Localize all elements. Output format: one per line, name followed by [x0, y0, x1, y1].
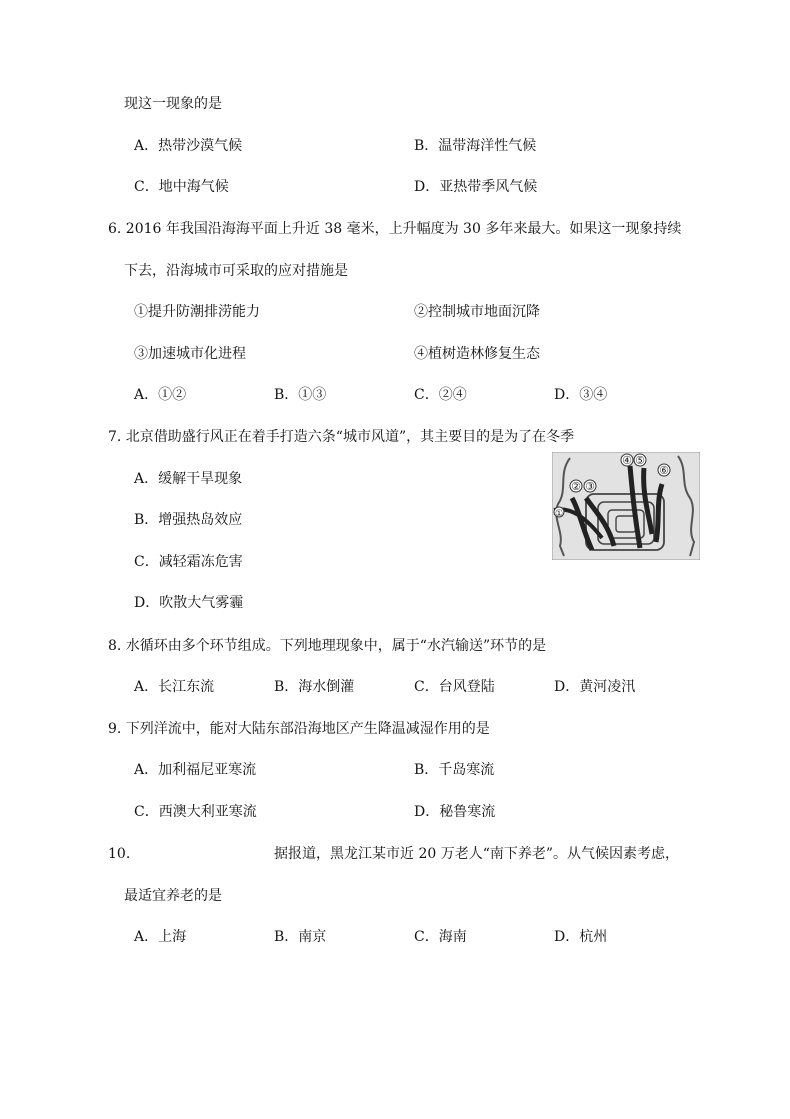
q7-option-c[interactable]: C．减轻霜冻危害	[134, 554, 243, 570]
q6-option-b[interactable]: B．①③	[274, 387, 327, 403]
q6-option-d[interactable]: D．③④	[554, 387, 608, 403]
q9-option-b[interactable]: B．千岛寒流	[414, 762, 495, 778]
q5-option-d[interactable]: D．亚热带季风气候	[414, 179, 538, 195]
q7-option-b[interactable]: B．增强热岛效应	[134, 512, 243, 528]
q10-number: 10.	[108, 846, 131, 862]
q5-stem-cont: 现这一现象的是	[124, 96, 222, 112]
q7-stem: 7. 北京借助盛行风正在着手打造六条“城市风道”，其主要目的是为了在冬季	[108, 429, 575, 445]
q5-option-b[interactable]: B．温带海洋性气候	[414, 138, 537, 154]
q10-option-a[interactable]: A．上海	[134, 929, 187, 945]
q6-item-2: ②控制城市地面沉降	[414, 304, 540, 320]
q8-stem: 8. 水循环由多个环节组成。下列地理现象中，属于“水汽输送”环节的是	[108, 638, 547, 654]
q7-option-d[interactable]: D．吹散大气雾霾	[134, 595, 244, 611]
corridor-label-5-text: ⑤	[635, 454, 645, 467]
corridor-label-4-text: ④	[622, 454, 632, 467]
corridor-label-2-text: ②	[571, 480, 581, 493]
q6-item-4: ④植树造林修复生态	[414, 346, 540, 362]
corridor-label-3-text: ③	[585, 480, 595, 493]
q6-option-a[interactable]: A．①②	[134, 387, 187, 403]
q10-option-c[interactable]: C．海南	[414, 929, 467, 945]
q8-option-b[interactable]: B．海水倒灌	[274, 679, 355, 695]
corridor-label-6-text: ⑥	[659, 464, 669, 477]
q6-item-3: ③加速城市化进程	[134, 346, 246, 362]
q9-option-c[interactable]: C．西澳大利亚寒流	[134, 804, 257, 820]
corridor-label-1-text: ①	[554, 509, 564, 519]
q8-option-a[interactable]: A．长江东流	[134, 679, 215, 695]
q8-option-d[interactable]: D．黄河凌汛	[554, 679, 636, 695]
q6-item-1: ①提升防潮排涝能力	[134, 304, 260, 320]
q9-option-d[interactable]: D．秘鲁寒流	[414, 804, 496, 820]
q10-stem-line1: 据报道，黑龙江某市近 20 万老人“南下养老”。从气候因素考虑，	[274, 846, 680, 862]
city-wind-corridor-map	[552, 452, 700, 560]
q10-option-b[interactable]: B．南京	[274, 929, 327, 945]
q8-option-c[interactable]: C．台风登陆	[414, 679, 495, 695]
q6-stem-line1: 6. 2016 年我国沿海海平面上升近 38 毫米，上升幅度为 30 多年来最大。如果这一现象持续	[108, 221, 682, 237]
q6-option-c[interactable]: C．②④	[414, 387, 467, 403]
q9-option-a[interactable]: A．加利福尼亚寒流	[134, 762, 257, 778]
q5-option-a[interactable]: A．热带沙漠气候	[134, 138, 243, 154]
q9-stem: 9. 下列洋流中，能对大陆东部沿海地区产生降温减湿作用的是	[108, 721, 490, 737]
q10-stem-line2: 最适宜养老的是	[124, 888, 222, 904]
q6-stem-line2: 下去，沿海城市可采取的应对措施是	[124, 263, 348, 279]
q10-option-d[interactable]: D．杭州	[554, 929, 608, 945]
q5-option-c[interactable]: C．地中海气候	[134, 179, 229, 195]
q7-option-a[interactable]: A．缓解干旱现象	[134, 471, 243, 487]
